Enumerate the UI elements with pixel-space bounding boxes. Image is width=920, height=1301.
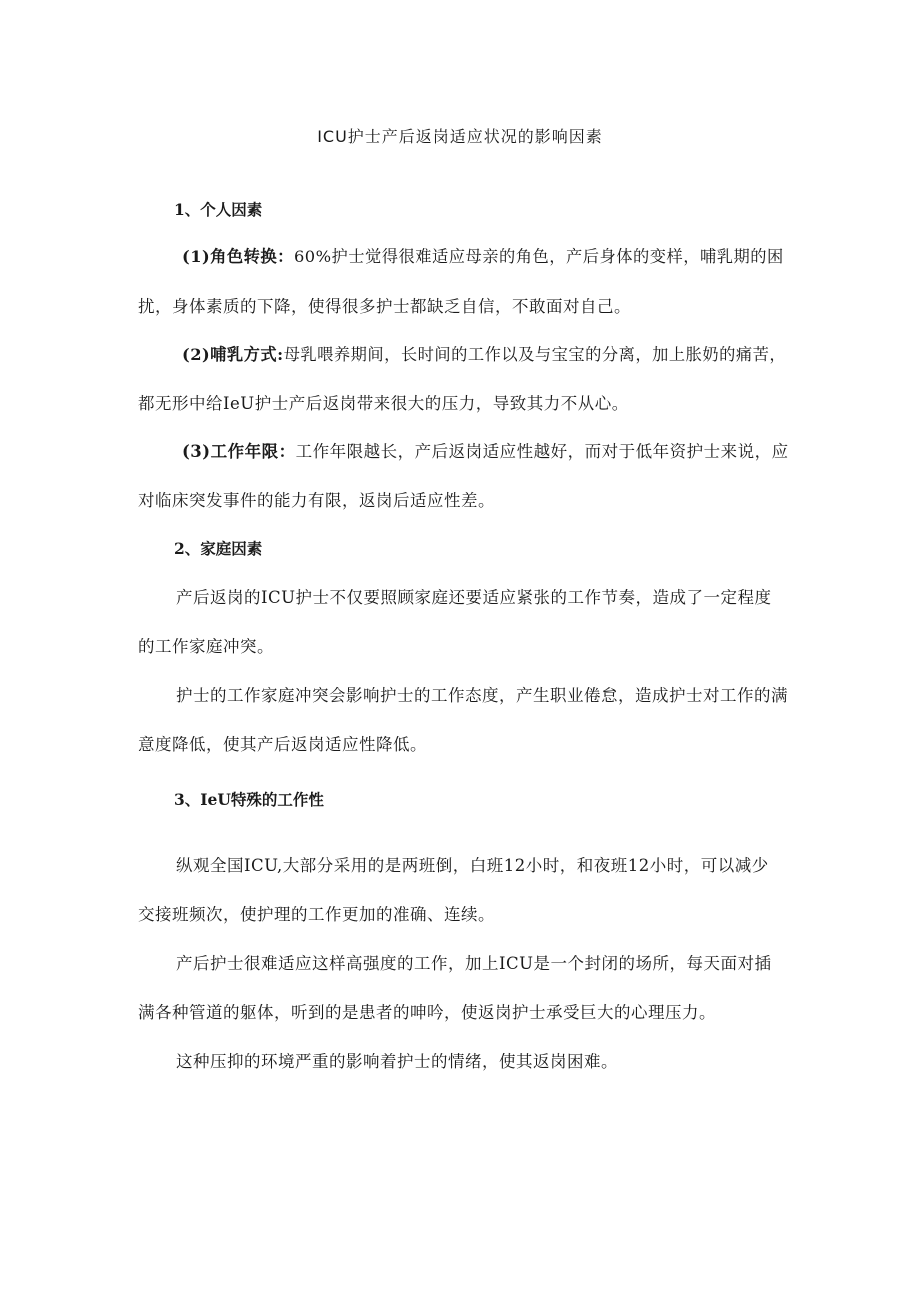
- paragraph-line: 交接班频次，使护理的工作更加的准确、连续。: [138, 905, 495, 924]
- paragraph-line: 满各种管道的躯体，听到的是患者的呻吟，使返岗护士承受巨大的心理压力。: [138, 1003, 716, 1022]
- paragraph-line: 产后返岗的ICU护士不仅要照顾家庭还要适应紧张的工作节奏，造成了一定程度: [176, 588, 772, 607]
- paragraph-line: [182, 246, 784, 268]
- paragraph-line: 扰，身体素质的下降，使得很多护士都缺乏自信，不敢面对自己。: [138, 297, 631, 316]
- item-text: 60%护士觉得很难适应母亲的角色，产后身体的变样，哺乳期的困: [293, 247, 784, 266]
- section-heading-family-factors: 2、家庭因素: [174, 539, 263, 558]
- item-label-years-of-work: (3)工作年限：: [182, 442, 296, 461]
- paragraph-line: 产后护士很难适应这样高强度的工作，加上ICU是一个封闭的场所，每天面对插: [176, 954, 772, 973]
- item-text: 工作年限越长，产后返岗适应性越好，而对于低年资护士来说，应: [295, 442, 789, 461]
- section-heading-icu-work-nature: 3、IeU特殊的工作性: [174, 790, 324, 809]
- item-text: 母乳喂养期间，长时间的工作以及与宝宝的分离，加上胀奶的痛苦，: [283, 345, 787, 364]
- paragraph-line: 都无形中给IeU护士产后返岗带来很大的压力，导致其力不从心。: [138, 394, 629, 413]
- document-title: ICU护士产后返岗适应状况的影响因素: [317, 127, 603, 146]
- paragraph-line: 这种压抑的环境严重的影响着护士的情绪，使其返岗困难。: [176, 1052, 618, 1071]
- item-label-role-transition: (1)角色转换：: [182, 247, 294, 266]
- paragraph-line: 的工作家庭冲突。: [138, 637, 274, 656]
- section-heading-personal-factors: 1、个人因素: [174, 200, 263, 219]
- paragraph-line: [182, 344, 786, 366]
- paragraph-line: 纵观全国ICU,大部分采用的是两班倒，白班12小时，和夜班12小时，可以减少: [176, 856, 769, 875]
- paragraph-line: [182, 441, 789, 463]
- paragraph-line: 对临床突发事件的能力有限，返岗后适应性差。: [138, 491, 495, 510]
- paragraph-line: 护士的工作家庭冲突会影响护士的工作态度，产生职业倦怠，造成护士对工作的满: [176, 686, 788, 705]
- paragraph-line: 意度降低，使其产后返岗适应性降低。: [138, 735, 427, 754]
- item-label-breastfeeding: (2)哺乳方式:: [182, 345, 284, 364]
